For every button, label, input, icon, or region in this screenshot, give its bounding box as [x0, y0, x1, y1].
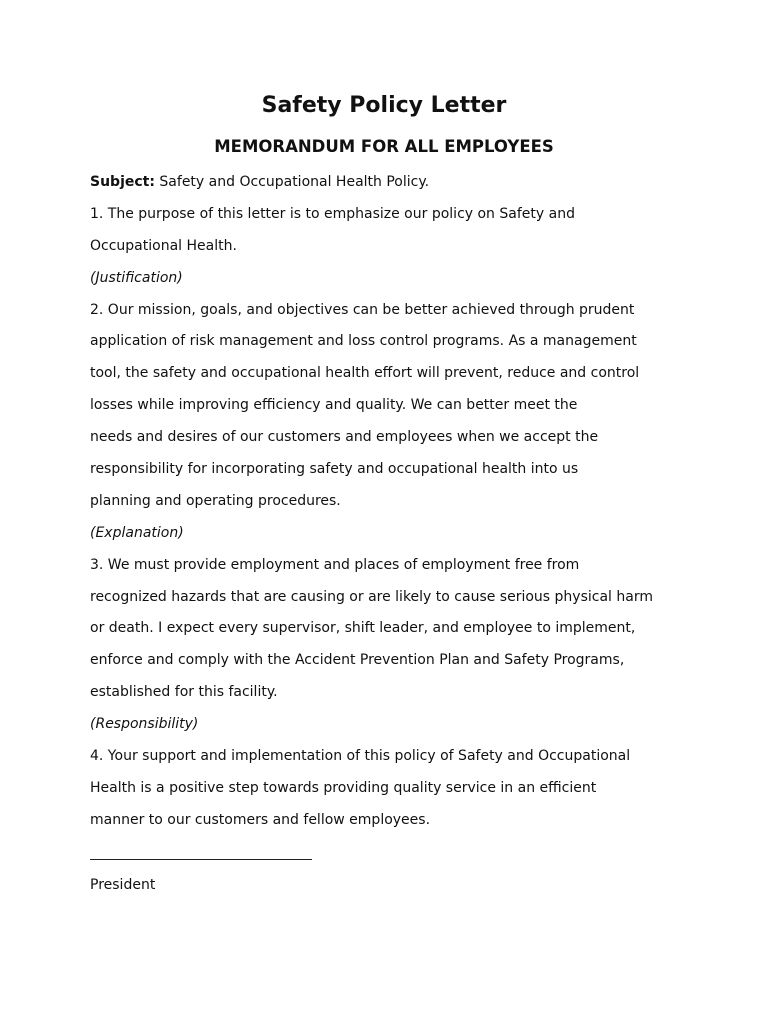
body-text-line: Occupational Health. [90, 237, 237, 254]
body-text-line: tool, the safety and occupational health effort will prevent, reduce and control [90, 365, 640, 382]
body-text-line: losses while improving efficiency and quality. We can better meet the [90, 397, 578, 414]
subject-label: Subject: [90, 174, 155, 190]
body-text-line: established for this facility. [90, 684, 278, 701]
body-text-line: responsibility for incorporating safety and occupational health into us [90, 461, 579, 478]
signature-line [90, 859, 312, 860]
document-title: Safety Policy Letter [261, 93, 507, 118]
body-text-line: 2. Our mission, goals, and objectives can be better achieved through prudent [90, 301, 635, 318]
body-text-line: Health is a positive step towards providing quality service in an efficient [90, 779, 597, 796]
body-text-line: manner to our customers and fellow employees. [90, 811, 431, 828]
section-label: (Justification) [90, 269, 183, 286]
subject-line [90, 170, 660, 202]
section-label: (Responsibility) [90, 716, 199, 733]
body-text-line: 1. The purpose of this letter is to emphasize our policy on Safety and [90, 205, 575, 222]
body-text-line: 3. We must provide employment and places of employment free from [90, 556, 580, 573]
body-text-line: or death. I expect every supervisor, shift leader, and employee to implement, [90, 620, 636, 637]
body-text-line: recognized hazards that are causing or are likely to cause serious physical harm [90, 588, 653, 605]
body-text-line: application of risk management and loss control programs. As a management [90, 333, 637, 350]
memo-heading: MEMORANDUM FOR ALL EMPLOYEES [214, 137, 554, 156]
body-text-line: 4. Your support and implementation of this policy of Safety and Occupational [90, 748, 631, 765]
letter-body [90, 170, 660, 840]
section-label: (Explanation) [90, 524, 184, 541]
body-text-line: planning and operating procedures. [90, 492, 341, 509]
body-text-line: needs and desires of our customers and employees when we accept the [90, 429, 599, 446]
signature-title: President [90, 877, 156, 893]
body-text-line: enforce and comply with the Accident Prevention Plan and Safety Programs, [90, 652, 625, 669]
body-lines [90, 202, 660, 840]
subject-text: Safety and Occupational Health Policy. [154, 174, 430, 190]
